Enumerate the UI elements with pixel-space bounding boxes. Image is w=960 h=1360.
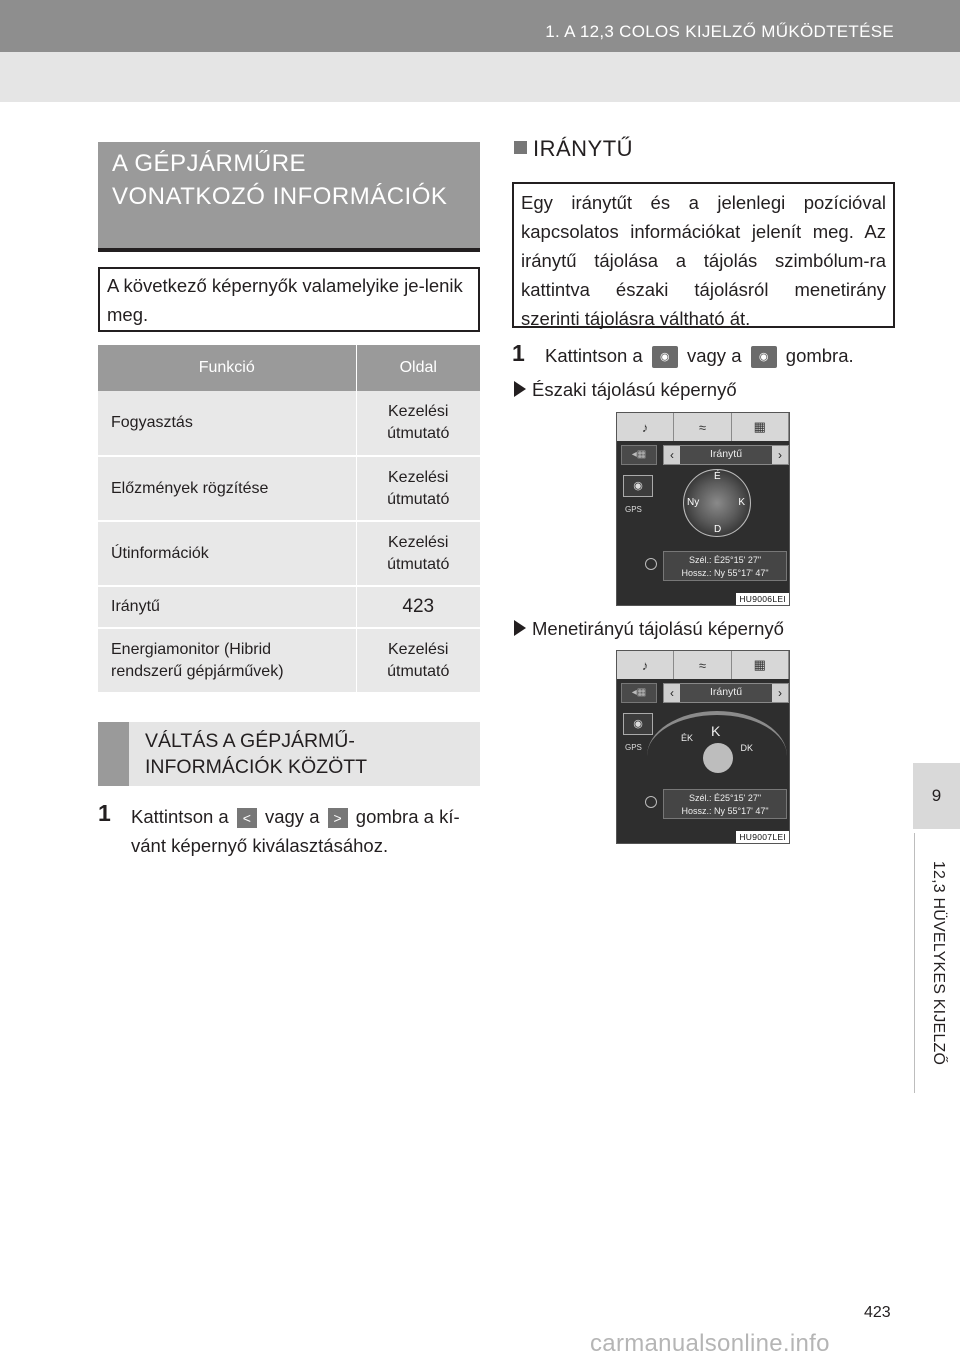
step-text-after: gombra a kí-vánt képernyő kiválasztásához. xyxy=(131,806,460,856)
chart-icon: ▦ xyxy=(732,413,789,441)
step-text-middle: vagy a xyxy=(264,806,320,827)
step-text-after: gombra. xyxy=(785,345,854,366)
chart-icon: ▦ xyxy=(732,651,789,679)
compass-west: Ny xyxy=(687,497,700,508)
longitude-text: Hossz.: Ny 55°17' 47" xyxy=(681,806,769,816)
triangle-bullet-icon xyxy=(514,381,526,397)
compass-heading xyxy=(514,136,633,162)
direction-arrow-icon xyxy=(703,743,733,773)
climate-icon: ≈ xyxy=(674,651,731,679)
table-row xyxy=(98,391,480,456)
screen-nav xyxy=(663,445,789,465)
table-cell-function: Energiamonitor (Hibrid rendszerű gépjárművek) xyxy=(98,628,356,693)
screen-title: Iránytű xyxy=(709,448,743,460)
table-row xyxy=(98,628,480,693)
table-row xyxy=(98,456,480,521)
square-bullet-icon xyxy=(514,141,527,154)
subsection-title: VÁLTÁS A GÉPJÁRMŰ-INFORMÁCIÓK KÖZÖTT xyxy=(145,730,368,778)
screen-title: Iránytű xyxy=(709,686,743,698)
compass-heading-icon: ◉ xyxy=(751,346,777,368)
heading-up-screenshot xyxy=(616,650,790,844)
location-pin-icon xyxy=(645,796,657,808)
section-title: A GÉPJÁRMŰRE VONATKOZÓ INFORMÁCIÓK xyxy=(98,142,480,252)
gps-label: GPS xyxy=(625,743,642,752)
climate-icon: ≈ xyxy=(674,413,731,441)
coordinates-box xyxy=(663,789,787,819)
music-icon: ♪ xyxy=(617,651,674,679)
step-number: 1 xyxy=(512,340,525,366)
step-text xyxy=(545,341,895,370)
table-cell-function: Iránytű xyxy=(98,586,356,628)
screen-item-label: Menetirányú tájolású képernyő xyxy=(532,618,784,639)
figure-code: HU9007LEI xyxy=(736,831,789,843)
screen-item-label: Északi tájolású képernyő xyxy=(532,379,737,400)
screen-item xyxy=(514,379,737,401)
latitude-text: Szél.: É25°15' 27" xyxy=(688,555,762,565)
chapter-title: 1. A 12,3 COLOS KIJELZŐ MŰKÖDTETÉSE xyxy=(545,22,894,41)
compass-right-letter: DK xyxy=(740,743,753,753)
table-cell-page: Kezelési útmutató xyxy=(356,521,480,586)
location-pin-icon xyxy=(645,558,657,570)
nav-prev-icon: ‹ xyxy=(664,684,680,702)
table-header-row xyxy=(98,345,480,391)
compass-dial xyxy=(683,469,751,537)
step-text xyxy=(131,802,483,860)
step-text-before: Kattintson a xyxy=(131,806,229,827)
nav-prev-icon: ‹ xyxy=(664,446,680,464)
compass-north: É xyxy=(714,471,721,482)
table-header-page: Oldal xyxy=(356,345,480,391)
table-header-function: Funkció xyxy=(98,345,356,391)
step-text-before: Kattintson a xyxy=(545,345,643,366)
subsection-header xyxy=(98,722,480,786)
chapter-tab-number: 9 xyxy=(913,763,960,829)
bar-chart-icon: ◂▦ xyxy=(621,445,657,465)
triangle-bullet-icon xyxy=(514,620,526,636)
watermark: carmanualsonline.info xyxy=(590,1330,830,1357)
compass-east: K xyxy=(738,497,745,508)
screen-item xyxy=(514,618,784,640)
compass-heading-letter: K xyxy=(711,723,721,739)
compass-toggle-icon: ◉ xyxy=(623,713,653,735)
table-cell-page: Kezelési útmutató xyxy=(356,628,480,693)
nav-next-icon: › xyxy=(772,684,788,702)
table-cell-page: Kezelési útmutató xyxy=(356,391,480,456)
compass-toggle-icon: ◉ xyxy=(623,475,653,497)
latitude-text: Szél.: É25°15' 27" xyxy=(688,793,762,803)
screen-nav xyxy=(663,683,789,703)
coordinates-box xyxy=(663,551,787,581)
table-cell-function: Útinformációk xyxy=(98,521,356,586)
table-cell-page: Kezelési útmutató xyxy=(356,456,480,521)
north-up-screenshot xyxy=(616,412,790,606)
header-band xyxy=(0,52,960,102)
compass-left-letter: ÉK xyxy=(681,733,694,743)
nav-next-icon: › xyxy=(772,446,788,464)
table-row xyxy=(98,521,480,586)
chevron-right-icon: > xyxy=(328,808,348,828)
bar-chart-icon: ◂▦ xyxy=(621,683,657,703)
music-icon: ♪ xyxy=(617,413,674,441)
table-cell-function: Előzmények rögzítése xyxy=(98,456,356,521)
function-table xyxy=(98,345,480,694)
compass-north-icon: ◉ xyxy=(652,346,678,368)
table-row xyxy=(98,586,480,628)
step-number: 1 xyxy=(98,800,111,826)
compass-heading-text: IRÁNYTŰ xyxy=(533,136,634,161)
screen-tabbar xyxy=(617,413,789,441)
subsection-bar xyxy=(98,722,129,786)
header-bar xyxy=(0,0,960,52)
intro-box: A következő képernyők valamelyike je-lenik meg. xyxy=(98,267,480,332)
figure-code: HU9006LEI xyxy=(736,593,789,605)
chevron-left-icon: < xyxy=(237,808,257,828)
step-text-middle: vagy a xyxy=(686,345,742,366)
screen-tabbar xyxy=(617,651,789,679)
table-cell-page: 423 xyxy=(356,586,480,628)
chapter-tab-text: 12,3 HÜVELYKES KIJELZŐ xyxy=(929,860,947,1066)
compass-south: D xyxy=(714,524,722,535)
compass-description: Egy iránytűt és a jelenlegi pozícióval kapcsolatos információkat jelenít meg. Az iránytű tájolása a tájolás szimbólum-ra kattintva északi tájolásról menetirány szerinti tájolásra váltható át. xyxy=(512,182,895,328)
table-cell-function: Fogyasztás xyxy=(98,391,356,456)
longitude-text: Hossz.: Ny 55°17' 47" xyxy=(681,568,769,578)
gps-label: GPS xyxy=(625,505,642,514)
chapter-tab-label xyxy=(914,833,960,1093)
page-number: 423 xyxy=(864,1304,891,1321)
